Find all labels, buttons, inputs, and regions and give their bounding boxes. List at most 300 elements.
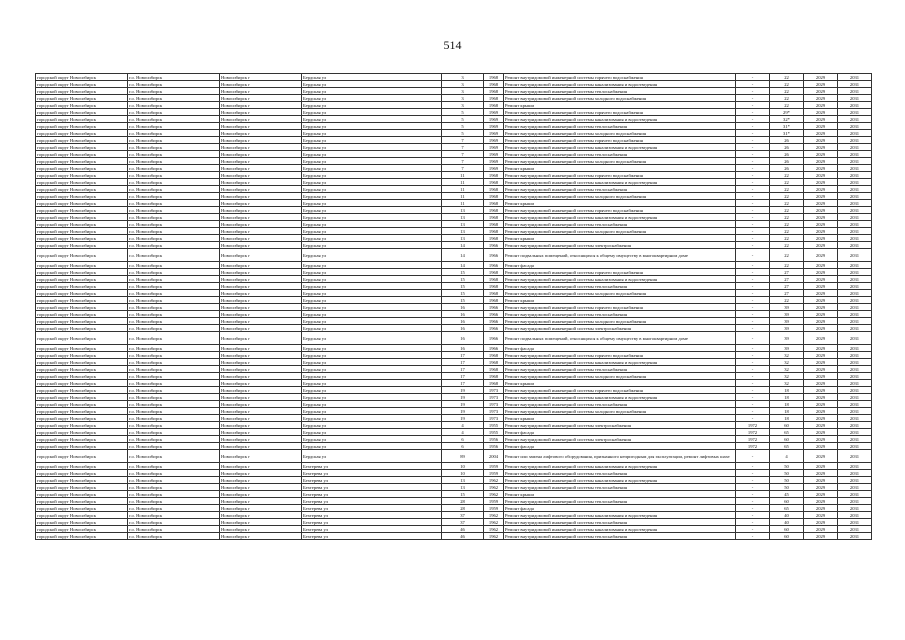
street-cell: Бехтерева ул (302, 491, 442, 498)
district-cell: г.о. Новосибирск (128, 450, 220, 463)
street-cell: Бердская ул (302, 359, 442, 366)
reconstruction-year-cell: - (736, 477, 770, 484)
wear-percent-cell: 22 (770, 172, 804, 179)
wear-percent-cell: 27 (770, 269, 804, 276)
street-cell: Бердская ул (302, 116, 442, 123)
start-year-cell: 2029 (804, 116, 838, 123)
reconstruction-year-cell: - (736, 415, 770, 422)
house-number-cell: 5 (442, 130, 484, 137)
wear-percent-cell: 22 (770, 214, 804, 221)
municipality-cell: городской округ Новосибирск (36, 318, 128, 325)
reconstruction-year-cell: - (736, 512, 770, 519)
start-year-cell: 2029 (804, 443, 838, 450)
municipality-cell: городской округ Новосибирск (36, 123, 128, 130)
build-year-cell: 1956 (484, 436, 504, 443)
locality-cell: Новосибирск г (220, 269, 302, 276)
build-year-cell: 1966 (484, 345, 504, 352)
reconstruction-year-cell: - (736, 484, 770, 491)
street-cell: Бердская ул (302, 95, 442, 102)
work-type-cell: Ремонт внутридомовой инженерной системы теплоснабжения (504, 470, 736, 477)
build-year-cell: 1968 (484, 283, 504, 290)
locality-cell: Новосибирск г (220, 144, 302, 151)
start-year-cell: 2029 (804, 123, 838, 130)
locality-cell: Новосибирск г (220, 193, 302, 200)
end-year-cell: 2031 (838, 228, 872, 235)
street-cell: Бердская ул (302, 297, 442, 304)
table-row (36, 290, 872, 297)
house-number-cell: 28 (442, 505, 484, 512)
work-type-cell: Ремонт внутридомовой инженерной системы теплоснабжения (504, 311, 736, 318)
table-row (36, 123, 872, 130)
build-year-cell: 1968 (484, 366, 504, 373)
locality-cell: Новосибирск г (220, 109, 302, 116)
street-cell: Бердская ул (302, 214, 442, 221)
reconstruction-year-cell: - (736, 249, 770, 262)
work-type-cell: Ремонт внутридомовой инженерной системы электроснабжения (504, 422, 736, 429)
house-number-cell: 7 (442, 165, 484, 172)
municipality-cell: городской округ Новосибирск (36, 207, 128, 214)
house-number-cell: 16 (442, 311, 484, 318)
house-number-cell: 4 (442, 429, 484, 436)
district-cell: г.о. Новосибирск (128, 193, 220, 200)
locality-cell: Новосибирск г (220, 242, 302, 249)
locality-cell: Новосибирск г (220, 415, 302, 422)
wear-percent-cell: 60 (770, 422, 804, 429)
street-cell: Бердская ул (302, 137, 442, 144)
wear-percent-cell: 50 (770, 477, 804, 484)
build-year-cell: 1968 (484, 193, 504, 200)
municipality-cell: городской округ Новосибирск (36, 470, 128, 477)
wear-percent-cell: 26 (770, 151, 804, 158)
locality-cell: Новосибирск г (220, 533, 302, 540)
end-year-cell: 2031 (838, 235, 872, 242)
wear-percent-cell: 40 (770, 512, 804, 519)
wear-percent-cell: 18 (770, 408, 804, 415)
table-row (36, 297, 872, 304)
municipality-cell: городской округ Новосибирск (36, 304, 128, 311)
street-cell: Бердская ул (302, 172, 442, 179)
table-row (36, 394, 872, 401)
street-cell: Бердская ул (302, 249, 442, 262)
house-number-cell: 13 (442, 477, 484, 484)
district-cell: г.о. Новосибирск (128, 290, 220, 297)
start-year-cell: 2029 (804, 151, 838, 158)
locality-cell: Новосибирск г (220, 283, 302, 290)
municipality-cell: городской округ Новосибирск (36, 450, 128, 463)
locality-cell: Новосибирск г (220, 318, 302, 325)
municipality-cell: городской округ Новосибирск (36, 81, 128, 88)
table-row (36, 359, 872, 366)
wear-percent-cell: 22 (770, 193, 804, 200)
build-year-cell: 1973 (484, 408, 504, 415)
end-year-cell: 2031 (838, 311, 872, 318)
district-cell: г.о. Новосибирск (128, 415, 220, 422)
table-row (36, 436, 872, 443)
end-year-cell: 2031 (838, 81, 872, 88)
street-cell: Бердская ул (302, 109, 442, 116)
work-type-cell: Ремонт внутридомовой инженерной системы холодного водоснабжения (504, 373, 736, 380)
work-type-cell: Ремонт внутридомовой инженерной системы горячего водоснабжения (504, 304, 736, 311)
district-cell: г.о. Новосибирск (128, 74, 220, 81)
municipality-cell: городской округ Новосибирск (36, 387, 128, 394)
start-year-cell: 2029 (804, 484, 838, 491)
locality-cell: Новосибирск г (220, 297, 302, 304)
district-cell: г.о. Новосибирск (128, 102, 220, 109)
build-year-cell: 1959 (484, 463, 504, 470)
locality-cell: Новосибирск г (220, 249, 302, 262)
build-year-cell: 1968 (484, 297, 504, 304)
build-year-cell: 1968 (484, 200, 504, 207)
work-type-cell: Ремонт внутридомовой инженерной системы теплоснабжения (504, 151, 736, 158)
district-cell: г.о. Новосибирск (128, 172, 220, 179)
locality-cell: Новосибирск г (220, 359, 302, 366)
table-row (36, 214, 872, 221)
work-type-cell: Ремонт внутридомовой инженерной системы канализования и водоотведения (504, 512, 736, 519)
wear-percent-cell: 22 (770, 179, 804, 186)
reconstruction-year-cell: - (736, 130, 770, 137)
work-type-cell: Ремонт или замена лифтового оборудования, признанного непригодным для эксплуатации, ремонт лифтовых шахт (504, 450, 736, 463)
street-cell: Бердская ул (302, 380, 442, 387)
end-year-cell: 2031 (838, 519, 872, 526)
table-row (36, 165, 872, 172)
locality-cell: Новосибирск г (220, 235, 302, 242)
end-year-cell: 2031 (838, 394, 872, 401)
build-year-cell: 1969 (484, 165, 504, 172)
house-number-cell: 10 (442, 470, 484, 477)
work-type-cell: Ремонт внутридомовой инженерной системы теплоснабжения (504, 186, 736, 193)
district-cell: г.о. Новосибирск (128, 144, 220, 151)
table-row (36, 373, 872, 380)
reconstruction-year-cell: - (736, 401, 770, 408)
house-number-cell: 16 (442, 332, 484, 345)
reconstruction-year-cell: - (736, 165, 770, 172)
municipality-cell: городской округ Новосибирск (36, 165, 128, 172)
locality-cell: Новосибирск г (220, 463, 302, 470)
build-year-cell: 1966 (484, 332, 504, 345)
wear-percent-cell: 22 (770, 249, 804, 262)
work-type-cell: Ремонт внутридомовой инженерной системы холодного водоснабжения (504, 408, 736, 415)
house-number-cell: 14 (442, 249, 484, 262)
reconstruction-year-cell: - (736, 200, 770, 207)
table-row (36, 484, 872, 491)
locality-cell: Новосибирск г (220, 95, 302, 102)
reconstruction-year-cell: - (736, 366, 770, 373)
house-number-cell: 19 (442, 387, 484, 394)
wear-percent-cell: 60 (770, 436, 804, 443)
municipality-cell: городской округ Новосибирск (36, 463, 128, 470)
end-year-cell: 2031 (838, 373, 872, 380)
work-type-cell: Ремонт внутридомовой инженерной системы теплоснабжения (504, 498, 736, 505)
municipality-cell: городской округ Новосибирск (36, 408, 128, 415)
table-row (36, 158, 872, 165)
district-cell: г.о. Новосибирск (128, 318, 220, 325)
district-cell: г.о. Новосибирск (128, 186, 220, 193)
locality-cell: Новосибирск г (220, 373, 302, 380)
wear-percent-cell: 27 (770, 276, 804, 283)
work-type-cell: Ремонт внутридомовой инженерной системы холодного водоснабжения (504, 95, 736, 102)
start-year-cell: 2029 (804, 436, 838, 443)
district-cell: г.о. Новосибирск (128, 408, 220, 415)
start-year-cell: 2029 (804, 179, 838, 186)
street-cell: Бердская ул (302, 443, 442, 450)
reconstruction-year-cell: - (736, 283, 770, 290)
district-cell: г.о. Новосибирск (128, 228, 220, 235)
work-type-cell: Ремонт внутридомовой инженерной системы канализования и водоотведения (504, 463, 736, 470)
house-number-cell: 7 (442, 151, 484, 158)
start-year-cell: 2029 (804, 283, 838, 290)
wear-percent-cell: 60 (770, 526, 804, 533)
house-number-cell: 19 (442, 415, 484, 422)
reconstruction-year-cell: - (736, 380, 770, 387)
house-number-cell: 13 (442, 221, 484, 228)
wear-percent-cell: 32 (770, 352, 804, 359)
reconstruction-year-cell: 1972 (736, 443, 770, 450)
locality-cell: Новосибирск г (220, 443, 302, 450)
house-number-cell: 15 (442, 297, 484, 304)
reconstruction-year-cell: - (736, 116, 770, 123)
table-row (36, 380, 872, 387)
reconstruction-year-cell: - (736, 88, 770, 95)
build-year-cell: 1969 (484, 130, 504, 137)
end-year-cell: 2031 (838, 470, 872, 477)
work-type-cell: Ремонт внутридомовой инженерной системы холодного водоснабжения (504, 130, 736, 137)
house-number-cell: 7 (442, 158, 484, 165)
district-cell: г.о. Новосибирск (128, 519, 220, 526)
build-year-cell: 1968 (484, 269, 504, 276)
house-number-cell: 89 (442, 450, 484, 463)
district-cell: г.о. Новосибирск (128, 262, 220, 269)
municipality-cell: городской округ Новосибирск (36, 422, 128, 429)
reconstruction-year-cell: - (736, 151, 770, 158)
municipality-cell: городской округ Новосибирск (36, 186, 128, 193)
table-row (36, 283, 872, 290)
end-year-cell: 2031 (838, 491, 872, 498)
start-year-cell: 2029 (804, 332, 838, 345)
table-row (36, 512, 872, 519)
district-cell: г.о. Новосибирск (128, 123, 220, 130)
district-cell: г.о. Новосибирск (128, 484, 220, 491)
municipality-cell: городской округ Новосибирск (36, 429, 128, 436)
municipality-cell: городской округ Новосибирск (36, 283, 128, 290)
district-cell: г.о. Новосибирск (128, 297, 220, 304)
start-year-cell: 2029 (804, 102, 838, 109)
start-year-cell: 2029 (804, 172, 838, 179)
end-year-cell: 2031 (838, 345, 872, 352)
wear-percent-cell: 60 (770, 498, 804, 505)
wear-percent-cell: 18 (770, 415, 804, 422)
work-type-cell: Ремонт крыши (504, 235, 736, 242)
house-number-cell: 11 (442, 179, 484, 186)
start-year-cell: 2029 (804, 214, 838, 221)
work-type-cell: Ремонт внутридомовой инженерной системы горячего водоснабжения (504, 109, 736, 116)
street-cell: Бердская ул (302, 144, 442, 151)
start-year-cell: 2029 (804, 221, 838, 228)
build-year-cell: 1962 (484, 477, 504, 484)
work-type-cell: Ремонт внутридомовой инженерной системы канализования и водоотведения (504, 214, 736, 221)
municipality-cell: городской округ Новосибирск (36, 533, 128, 540)
street-cell: Бердская ул (302, 422, 442, 429)
reconstruction-year-cell: - (736, 352, 770, 359)
end-year-cell: 2031 (838, 221, 872, 228)
district-cell: г.о. Новосибирск (128, 512, 220, 519)
table-row (36, 95, 872, 102)
start-year-cell: 2029 (804, 401, 838, 408)
reconstruction-year-cell: - (736, 95, 770, 102)
locality-cell: Новосибирск г (220, 102, 302, 109)
house-number-cell: 5 (442, 109, 484, 116)
locality-cell: Новосибирск г (220, 401, 302, 408)
locality-cell: Новосибирск г (220, 88, 302, 95)
work-type-cell: Ремонт внутридомовой инженерной системы канализования и водоотведения (504, 276, 736, 283)
house-number-cell: 6 (442, 443, 484, 450)
municipality-cell: городской округ Новосибирск (36, 332, 128, 345)
start-year-cell: 2029 (804, 269, 838, 276)
wear-percent-cell: 39 (770, 311, 804, 318)
build-year-cell: 1959 (484, 505, 504, 512)
build-year-cell: 1962 (484, 526, 504, 533)
end-year-cell: 2031 (838, 505, 872, 512)
district-cell: г.о. Новосибирск (128, 88, 220, 95)
table-row (36, 533, 872, 540)
build-year-cell: 1973 (484, 415, 504, 422)
start-year-cell: 2029 (804, 81, 838, 88)
end-year-cell: 2031 (838, 102, 872, 109)
start-year-cell: 2029 (804, 262, 838, 269)
municipality-cell: городской округ Новосибирск (36, 200, 128, 207)
wear-percent-cell: 22 (770, 221, 804, 228)
reconstruction-year-cell: - (736, 74, 770, 81)
street-cell: Бехтерева ул (302, 533, 442, 540)
table-row (36, 505, 872, 512)
reconstruction-year-cell: - (736, 179, 770, 186)
house-number-cell: 17 (442, 373, 484, 380)
wear-percent-cell: 22 (770, 95, 804, 102)
build-year-cell: 1969 (484, 109, 504, 116)
build-year-cell: 1973 (484, 401, 504, 408)
reconstruction-year-cell: - (736, 394, 770, 401)
build-year-cell: 1968 (484, 359, 504, 366)
municipality-cell: городской округ Новосибирск (36, 137, 128, 144)
district-cell: г.о. Новосибирск (128, 332, 220, 345)
start-year-cell: 2029 (804, 249, 838, 262)
locality-cell: Новосибирск г (220, 130, 302, 137)
end-year-cell: 2031 (838, 318, 872, 325)
work-type-cell: Ремонт внутридомовой инженерной системы канализования и водоотведения (504, 526, 736, 533)
house-number-cell: 13 (442, 228, 484, 235)
municipality-cell: городской округ Новосибирск (36, 311, 128, 318)
start-year-cell: 2029 (804, 290, 838, 297)
reconstruction-year-cell: - (736, 463, 770, 470)
street-cell: Бердская ул (302, 366, 442, 373)
build-year-cell: 1968 (484, 81, 504, 88)
work-type-cell: Ремонт внутридомовой инженерной системы теплоснабжения (504, 123, 736, 130)
district-cell: г.о. Новосибирск (128, 470, 220, 477)
work-type-cell: Ремонт крыши (504, 415, 736, 422)
municipality-cell: городской округ Новосибирск (36, 235, 128, 242)
end-year-cell: 2031 (838, 137, 872, 144)
capital-repair-table (35, 73, 872, 540)
start-year-cell: 2029 (804, 470, 838, 477)
wear-percent-cell: 40 (770, 519, 804, 526)
district-cell: г.о. Новосибирск (128, 207, 220, 214)
work-type-cell: Ремонт подвальных помещений, относящихся к общему имуществу в многоквартирном доме (504, 249, 736, 262)
start-year-cell: 2029 (804, 359, 838, 366)
district-cell: г.о. Новосибирск (128, 463, 220, 470)
work-type-cell: Ремонт внутридомовой инженерной системы электроснабжения (504, 436, 736, 443)
house-number-cell: 17 (442, 380, 484, 387)
table-row (36, 235, 872, 242)
wear-percent-cell: 31* (770, 123, 804, 130)
work-type-cell: Ремонт внутридомовой инженерной системы канализования и водоотведения (504, 359, 736, 366)
start-year-cell: 2029 (804, 95, 838, 102)
build-year-cell: 1955 (484, 422, 504, 429)
district-cell: г.о. Новосибирск (128, 235, 220, 242)
reconstruction-year-cell: 1972 (736, 429, 770, 436)
district-cell: г.о. Новосибирск (128, 81, 220, 88)
work-type-cell: Ремонт крыши (504, 380, 736, 387)
district-cell: г.о. Новосибирск (128, 498, 220, 505)
table-row (36, 526, 872, 533)
wear-percent-cell: 22 (770, 102, 804, 109)
wear-percent-cell: 22 (770, 262, 804, 269)
municipality-cell: городской округ Новосибирск (36, 172, 128, 179)
work-type-cell: Ремонт внутридомовой инженерной системы канализования и водоотведения (504, 144, 736, 151)
district-cell: г.о. Новосибирск (128, 373, 220, 380)
street-cell: Бердская ул (302, 88, 442, 95)
district-cell: г.о. Новосибирск (128, 116, 220, 123)
municipality-cell: городской округ Новосибирск (36, 359, 128, 366)
end-year-cell: 2031 (838, 249, 872, 262)
wear-percent-cell: 32 (770, 373, 804, 380)
end-year-cell: 2031 (838, 276, 872, 283)
wear-percent-cell: 32* (770, 116, 804, 123)
house-number-cell: 17 (442, 352, 484, 359)
locality-cell: Новосибирск г (220, 519, 302, 526)
wear-percent-cell: 32 (770, 359, 804, 366)
wear-percent-cell: 65 (770, 429, 804, 436)
locality-cell: Новосибирск г (220, 290, 302, 297)
district-cell: г.о. Новосибирск (128, 165, 220, 172)
work-type-cell: Ремонт внутридомовой инженерной системы горячего водоснабжения (504, 74, 736, 81)
end-year-cell: 2031 (838, 109, 872, 116)
municipality-cell: городской округ Новосибирск (36, 505, 128, 512)
district-cell: г.о. Новосибирск (128, 276, 220, 283)
start-year-cell: 2029 (804, 380, 838, 387)
wear-percent-cell: 22 (770, 242, 804, 249)
municipality-cell: городской округ Новосибирск (36, 394, 128, 401)
build-year-cell: 1973 (484, 394, 504, 401)
street-cell: Бехтерева ул (302, 505, 442, 512)
wear-percent-cell: 22 (770, 200, 804, 207)
work-type-cell: Ремонт внутридомовой инженерной системы горячего водоснабжения (504, 172, 736, 179)
street-cell: Бехтерева ул (302, 519, 442, 526)
table-row (36, 366, 872, 373)
wear-percent-cell: 22 (770, 207, 804, 214)
house-number-cell: 37 (442, 519, 484, 526)
street-cell: Бердская ул (302, 102, 442, 109)
municipality-cell: городской округ Новосибирск (36, 477, 128, 484)
locality-cell: Новосибирск г (220, 387, 302, 394)
start-year-cell: 2029 (804, 186, 838, 193)
end-year-cell: 2031 (838, 325, 872, 332)
wear-percent-cell: 26 (770, 137, 804, 144)
street-cell: Бердская ул (302, 436, 442, 443)
street-cell: Бердская ул (302, 130, 442, 137)
wear-percent-cell: 39 (770, 332, 804, 345)
reconstruction-year-cell: - (736, 332, 770, 345)
work-type-cell: Ремонт внутридомовой инженерной системы горячего водоснабжения (504, 207, 736, 214)
build-year-cell: 1962 (484, 533, 504, 540)
